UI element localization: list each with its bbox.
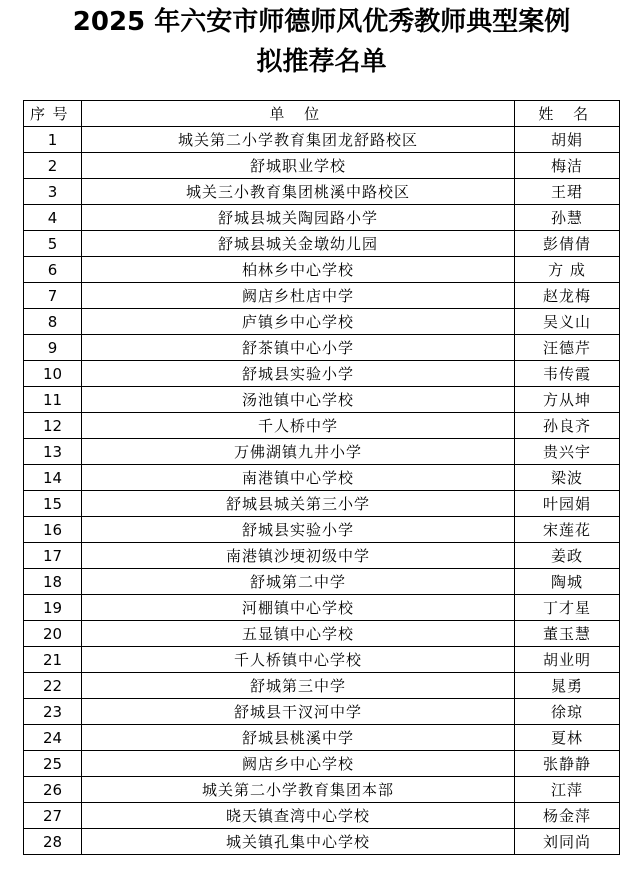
serial-number-cell: 26: [24, 777, 82, 803]
teacher-name-cell: 方 成: [515, 257, 620, 283]
teacher-name-cell: 晁勇: [515, 673, 620, 699]
table-row: [24, 751, 620, 777]
unit-cell: 城关三小教育集团桃溪中路校区: [82, 179, 515, 205]
table-row: [24, 699, 620, 725]
teacher-name-cell: 孙慧: [515, 205, 620, 231]
teacher-name-cell: 陶城: [515, 569, 620, 595]
serial-number-cell: 5: [24, 231, 82, 257]
table-row: [24, 179, 620, 205]
unit-cell: 舒茶镇中心小学: [82, 335, 515, 361]
unit-cell: 舒城职业学校: [82, 153, 515, 179]
serial-number-cell: 16: [24, 517, 82, 543]
table-row: [24, 413, 620, 439]
table-row: [24, 283, 620, 309]
unit-cell: 舒城县干汊河中学: [82, 699, 515, 725]
unit-cell: 河棚镇中心学校: [82, 595, 515, 621]
table-row: [24, 829, 620, 855]
unit-cell: 晓天镇查湾中心学校: [82, 803, 515, 829]
teacher-name-cell: 姜政: [515, 543, 620, 569]
teacher-name-cell: 梅洁: [515, 153, 620, 179]
table-row: [24, 595, 620, 621]
unit-cell: 城关第二小学教育集团龙舒路校区: [82, 127, 515, 153]
teacher-name-cell: 胡娟: [515, 127, 620, 153]
table-row: [24, 257, 620, 283]
unit-cell: 舒城第二中学: [82, 569, 515, 595]
serial-number-cell: 15: [24, 491, 82, 517]
teacher-name-cell: 宋莲花: [515, 517, 620, 543]
serial-number-cell: 9: [24, 335, 82, 361]
serial-number-cell: 20: [24, 621, 82, 647]
unit-cell: 舒城县实验小学: [82, 517, 515, 543]
teacher-name-cell: 梁波: [515, 465, 620, 491]
table-row: [24, 231, 620, 257]
serial-number-cell: 13: [24, 439, 82, 465]
table-row: [24, 673, 620, 699]
table-row: [24, 361, 620, 387]
serial-number-cell: 22: [24, 673, 82, 699]
table-row: [24, 621, 620, 647]
serial-number-cell: 3: [24, 179, 82, 205]
unit-cell: 城关镇孔集中心学校: [82, 829, 515, 855]
teacher-name-cell: 叶园娟: [515, 491, 620, 517]
serial-number-cell: 14: [24, 465, 82, 491]
unit-cell: 舒城第三中学: [82, 673, 515, 699]
unit-cell: 舒城县城关金墩幼儿园: [82, 231, 515, 257]
unit-cell: 舒城县城关第三小学: [82, 491, 515, 517]
table-row: [24, 517, 620, 543]
table-row: [24, 725, 620, 751]
teacher-name-cell: 董玉慧: [515, 621, 620, 647]
table-row: [24, 335, 620, 361]
header-name: 姓 名: [515, 101, 620, 127]
unit-cell: 千人桥镇中心学校: [82, 647, 515, 673]
teacher-name-cell: 丁才星: [515, 595, 620, 621]
unit-cell: 阙店乡中心学校: [82, 751, 515, 777]
page-subtitle: 拟推荐名单: [256, 47, 387, 77]
teacher-name-cell: 杨金萍: [515, 803, 620, 829]
unit-cell: 舒城县城关陶园路小学: [82, 205, 515, 231]
serial-number-cell: 4: [24, 205, 82, 231]
serial-number-cell: 8: [24, 309, 82, 335]
table-row: [24, 777, 620, 803]
table-row: [24, 439, 620, 465]
serial-number-cell: 7: [24, 283, 82, 309]
serial-number-cell: 11: [24, 387, 82, 413]
serial-number-cell: 1: [24, 127, 82, 153]
table-row: [24, 491, 620, 517]
teacher-name-cell: 胡业明: [515, 647, 620, 673]
teacher-name-cell: 刘同尚: [515, 829, 620, 855]
serial-number-cell: 6: [24, 257, 82, 283]
unit-cell: 阙店乡杜店中学: [82, 283, 515, 309]
header-unit: 单 位: [82, 101, 515, 127]
teacher-name-cell: 韦传霞: [515, 361, 620, 387]
serial-number-cell: 25: [24, 751, 82, 777]
table-row: [24, 205, 620, 231]
teacher-name-cell: 徐琼: [515, 699, 620, 725]
serial-number-cell: 24: [24, 725, 82, 751]
unit-cell: 舒城县桃溪中学: [82, 725, 515, 751]
serial-number-cell: 18: [24, 569, 82, 595]
teacher-name-cell: 彭倩倩: [515, 231, 620, 257]
teacher-name-cell: 赵龙梅: [515, 283, 620, 309]
table-row: [24, 543, 620, 569]
serial-number-cell: 17: [24, 543, 82, 569]
unit-cell: 庐镇乡中心学校: [82, 309, 515, 335]
header-serial-number: 序号: [24, 101, 82, 127]
teacher-name-cell: 方从坤: [515, 387, 620, 413]
table-row: [24, 387, 620, 413]
teacher-name-cell: 夏林: [515, 725, 620, 751]
unit-cell: 五显镇中心学校: [82, 621, 515, 647]
serial-number-cell: 27: [24, 803, 82, 829]
table-row: [24, 569, 620, 595]
unit-cell: 城关第二小学教育集团本部: [82, 777, 515, 803]
table-row: [24, 803, 620, 829]
page-title: 2025 年六安市师德师风优秀教师典型案例: [72, 7, 571, 37]
unit-cell: 舒城县实验小学: [82, 361, 515, 387]
table-header-row: [24, 101, 620, 127]
table-row: [24, 127, 620, 153]
unit-cell: 千人桥中学: [82, 413, 515, 439]
table-row: [24, 465, 620, 491]
serial-number-cell: 19: [24, 595, 82, 621]
recommendation-table: [23, 100, 620, 855]
table-body: [24, 127, 620, 855]
unit-cell: 万佛湖镇九井小学: [82, 439, 515, 465]
serial-number-cell: 28: [24, 829, 82, 855]
serial-number-cell: 2: [24, 153, 82, 179]
table-row: [24, 309, 620, 335]
teacher-name-cell: 贵兴宇: [515, 439, 620, 465]
table-row: [24, 153, 620, 179]
teacher-name-cell: 王珺: [515, 179, 620, 205]
unit-cell: 南港镇沙埂初级中学: [82, 543, 515, 569]
teacher-name-cell: 孙良齐: [515, 413, 620, 439]
serial-number-cell: 21: [24, 647, 82, 673]
table-row: [24, 647, 620, 673]
serial-number-cell: 10: [24, 361, 82, 387]
teacher-name-cell: 江萍: [515, 777, 620, 803]
teacher-name-cell: 张静静: [515, 751, 620, 777]
teacher-name-cell: 汪德芹: [515, 335, 620, 361]
unit-cell: 柏林乡中心学校: [82, 257, 515, 283]
teacher-name-cell: 吴义山: [515, 309, 620, 335]
serial-number-cell: 23: [24, 699, 82, 725]
unit-cell: 南港镇中心学校: [82, 465, 515, 491]
serial-number-cell: 12: [24, 413, 82, 439]
unit-cell: 汤池镇中心学校: [82, 387, 515, 413]
